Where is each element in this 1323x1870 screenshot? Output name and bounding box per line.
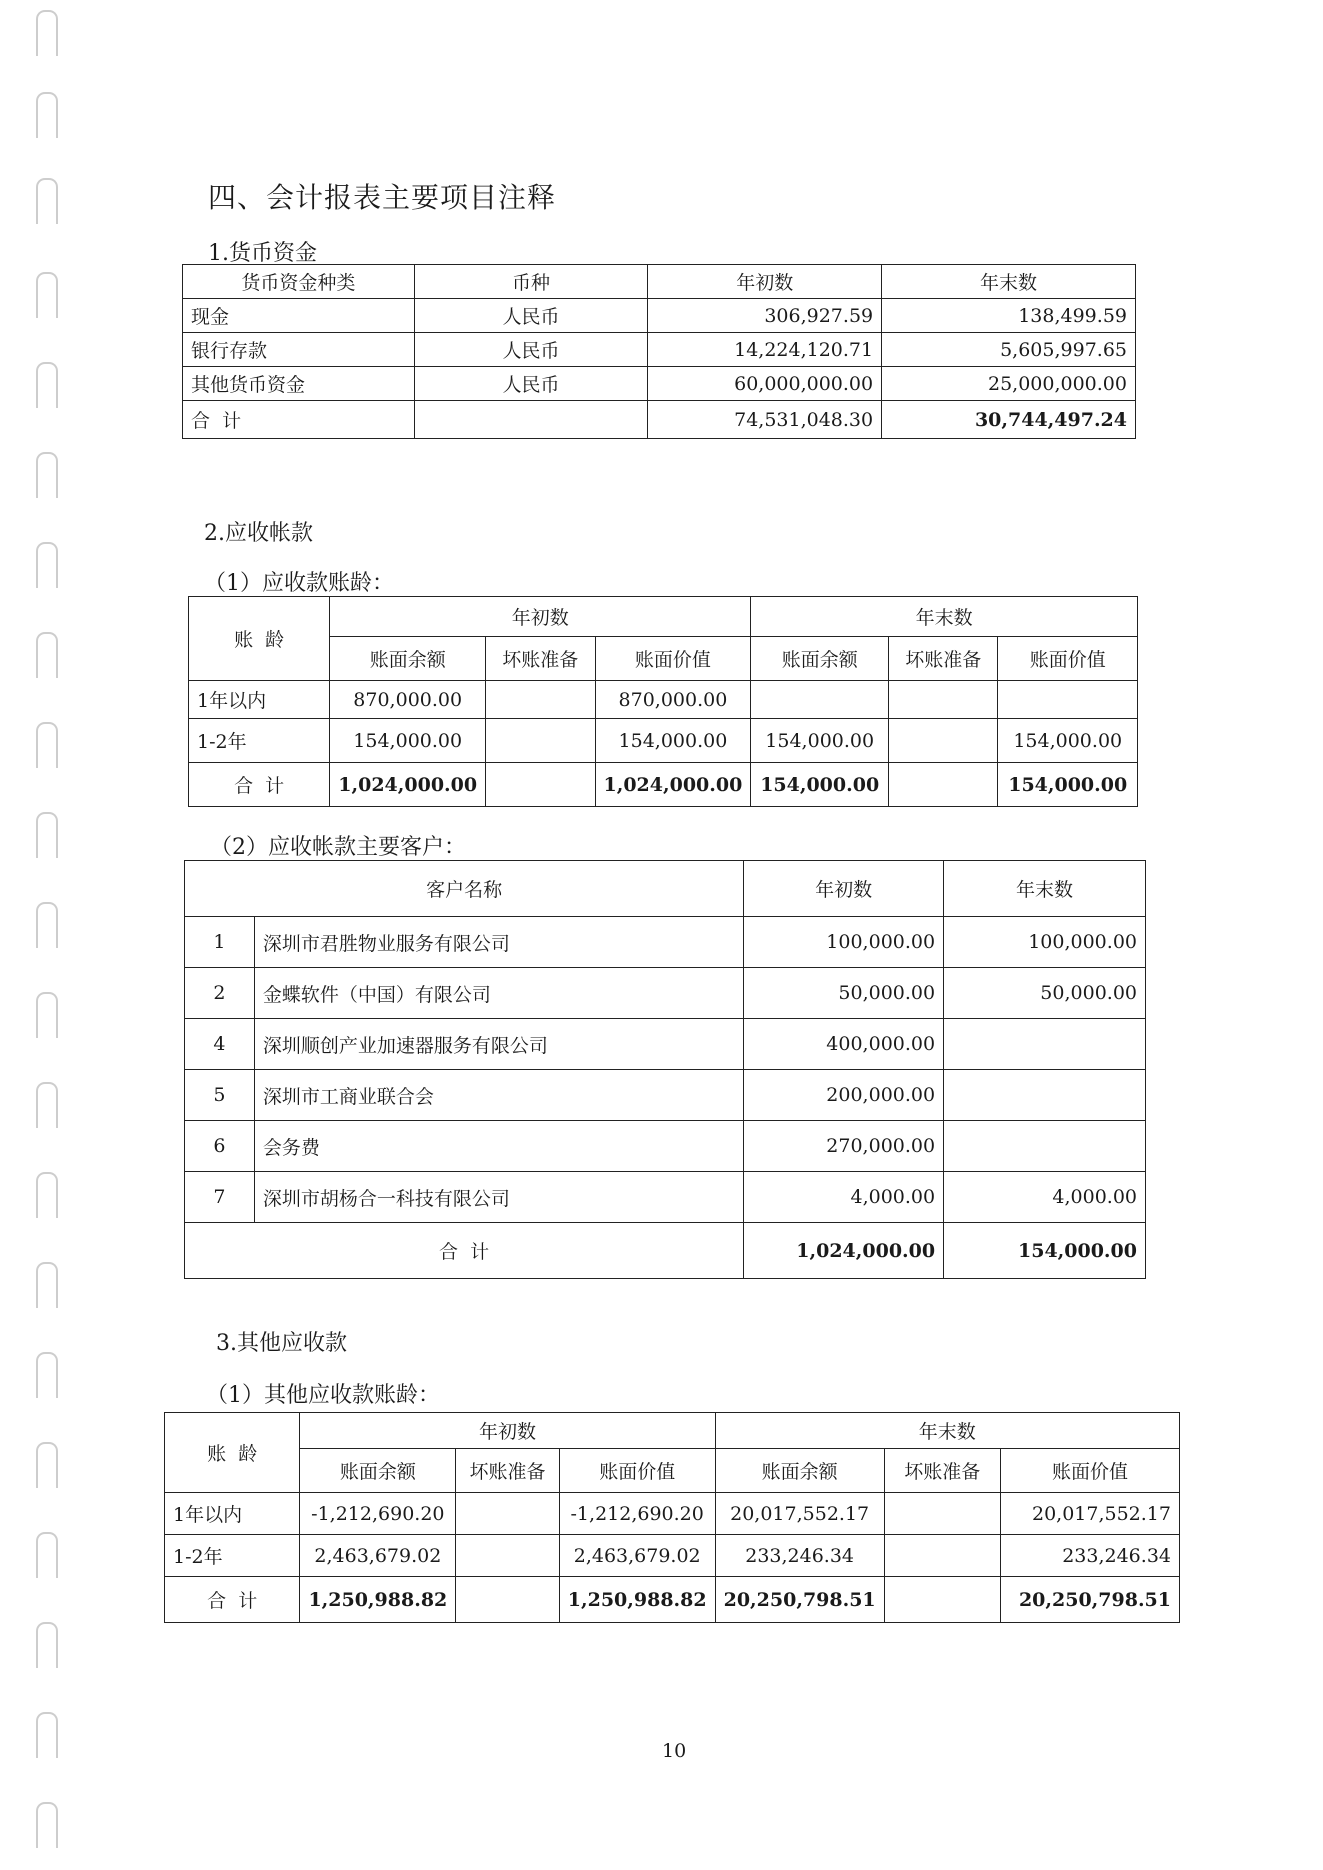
table-row <box>185 1070 1146 1121</box>
aging-header: 账 龄 <box>189 597 330 681</box>
cell: 200,000.00 <box>744 1070 944 1121</box>
group-header-start: 年初数 <box>330 597 751 637</box>
cell: 20,250,798.51 <box>1000 1577 1179 1623</box>
cell: 1,024,000.00 <box>744 1223 944 1279</box>
header-cell: 坏账准备 <box>884 1449 1000 1493</box>
cell: 合 计 <box>165 1577 300 1623</box>
cell: 154,000.00 <box>751 763 889 807</box>
group-header-end: 年末数 <box>751 597 1138 637</box>
cell: 154,000.00 <box>330 719 486 763</box>
header-cell: 账面余额 <box>751 637 889 681</box>
cell: 6 <box>185 1121 255 1172</box>
page-number: 10 <box>662 1740 687 1762</box>
cell: 4,000.00 <box>744 1172 944 1223</box>
cell: 深圳市胡杨合一科技有限公司 <box>254 1172 743 1223</box>
cell: 270,000.00 <box>744 1121 944 1172</box>
section2-title: 2.应收帐款 <box>204 521 313 546</box>
cell: 74,531,048.30 <box>648 401 882 439</box>
cell: 1年以内 <box>189 681 330 719</box>
table-row <box>189 719 1138 763</box>
cell: 深圳市工商业联合会 <box>254 1070 743 1121</box>
cell: 154,000.00 <box>595 719 751 763</box>
cell: 2,463,679.02 <box>559 1535 715 1577</box>
group-header-end: 年末数 <box>715 1413 1179 1449</box>
table-row <box>189 681 1138 719</box>
section2-sub1: （1）应收款账龄： <box>204 571 394 596</box>
page-heading: 四、会计报表主要项目注释 <box>208 181 557 214</box>
table-header-row <box>189 597 1138 637</box>
cell: 154,000.00 <box>998 719 1138 763</box>
table-row <box>165 1493 1180 1535</box>
table-row <box>185 968 1146 1019</box>
cell: 现金 <box>183 299 415 333</box>
cell: 138,499.59 <box>882 299 1136 333</box>
cell <box>456 1577 560 1623</box>
cell: 400,000.00 <box>744 1019 944 1070</box>
header-cell: 年末数 <box>944 861 1146 917</box>
cell: -1,212,690.20 <box>300 1493 456 1535</box>
cell <box>486 763 595 807</box>
cell: 2,463,679.02 <box>300 1535 456 1577</box>
header-cell: 账面价值 <box>998 637 1138 681</box>
cell: 1,250,988.82 <box>559 1577 715 1623</box>
cell <box>751 681 889 719</box>
cell: 870,000.00 <box>330 681 486 719</box>
section3-sub1: （1）其他应收款账龄： <box>206 1383 440 1408</box>
cell: 154,000.00 <box>944 1223 1146 1279</box>
cell: 1年以内 <box>165 1493 300 1535</box>
cell <box>944 1121 1146 1172</box>
cell: 154,000.00 <box>751 719 889 763</box>
group-header-start: 年初数 <box>300 1413 715 1449</box>
cell <box>884 1493 1000 1535</box>
cell: 1,024,000.00 <box>330 763 486 807</box>
section3-title: 3.其他应收款 <box>216 1331 347 1356</box>
cell: 1,250,988.82 <box>300 1577 456 1623</box>
total-row <box>185 1223 1146 1279</box>
cell <box>998 681 1138 719</box>
table-row <box>183 333 1136 367</box>
cell: 1-2年 <box>165 1535 300 1577</box>
cell: 其他货币资金 <box>183 367 415 401</box>
header-cell: 账面价值 <box>1000 1449 1179 1493</box>
total-row <box>189 763 1138 807</box>
header-cell: 账面余额 <box>330 637 486 681</box>
cell: 30,744,497.24 <box>882 401 1136 439</box>
cell: 7 <box>185 1172 255 1223</box>
table-header-row <box>165 1449 1180 1493</box>
cell <box>889 763 998 807</box>
total-row <box>165 1577 1180 1623</box>
cell: 人民币 <box>414 333 648 367</box>
total-row <box>183 401 1136 439</box>
cell: 5 <box>185 1070 255 1121</box>
cell: 会务费 <box>254 1121 743 1172</box>
cash-table <box>182 264 1136 439</box>
cell: 深圳市君胜物业服务有限公司 <box>254 917 743 968</box>
header-cell: 账面价值 <box>595 637 751 681</box>
cell: 人民币 <box>414 367 648 401</box>
header-cell: 币种 <box>414 265 648 299</box>
aging-header: 账 龄 <box>165 1413 300 1493</box>
table-row <box>185 1019 1146 1070</box>
cell: 233,246.34 <box>1000 1535 1179 1577</box>
cell: 金蝶软件（中国）有限公司 <box>254 968 743 1019</box>
cell <box>486 681 595 719</box>
table-row <box>165 1535 1180 1577</box>
table-header-row <box>189 637 1138 681</box>
cell <box>414 401 648 439</box>
table-row <box>183 367 1136 401</box>
cell: 合 计 <box>189 763 330 807</box>
cell <box>884 1535 1000 1577</box>
cell: 人民币 <box>414 299 648 333</box>
table-header-row <box>165 1413 1180 1449</box>
header-cell: 年初数 <box>744 861 944 917</box>
table-row <box>185 1172 1146 1223</box>
header-cell: 坏账准备 <box>486 637 595 681</box>
header-cell: 货币资金种类 <box>183 265 415 299</box>
cell: 银行存款 <box>183 333 415 367</box>
cell <box>889 681 998 719</box>
cell: 20,017,552.17 <box>715 1493 884 1535</box>
other-receivable-aging-table <box>164 1412 1180 1623</box>
cell: 50,000.00 <box>944 968 1146 1019</box>
cell <box>889 719 998 763</box>
cell: 50,000.00 <box>744 968 944 1019</box>
header-cell: 年末数 <box>882 265 1136 299</box>
cell: 154,000.00 <box>998 763 1138 807</box>
cell: 870,000.00 <box>595 681 751 719</box>
receivable-aging-table <box>188 596 1138 807</box>
table-row <box>185 917 1146 968</box>
cell: 1 <box>185 917 255 968</box>
cell: 1-2年 <box>189 719 330 763</box>
cell: 233,246.34 <box>715 1535 884 1577</box>
cell: 14,224,120.71 <box>648 333 882 367</box>
cell: 25,000,000.00 <box>882 367 1136 401</box>
table-row <box>185 1121 1146 1172</box>
cell: 深圳顺创产业加速器服务有限公司 <box>254 1019 743 1070</box>
table-header-row <box>185 861 1146 917</box>
header-cell: 坏账准备 <box>456 1449 560 1493</box>
cell: 60,000,000.00 <box>648 367 882 401</box>
cell: 20,250,798.51 <box>715 1577 884 1623</box>
cell: 306,927.59 <box>648 299 882 333</box>
cell <box>456 1535 560 1577</box>
header-cell: 账面价值 <box>559 1449 715 1493</box>
cell: 4 <box>185 1019 255 1070</box>
header-cell: 年初数 <box>648 265 882 299</box>
header-cell: 账面余额 <box>300 1449 456 1493</box>
cell: 4,000.00 <box>944 1172 1146 1223</box>
cell <box>944 1019 1146 1070</box>
cell: 20,017,552.17 <box>1000 1493 1179 1535</box>
cell: 合 计 <box>183 401 415 439</box>
cell <box>884 1577 1000 1623</box>
cell <box>944 1070 1146 1121</box>
table-header-row <box>183 265 1136 299</box>
cell: 合 计 <box>185 1223 744 1279</box>
cell: 2 <box>185 968 255 1019</box>
section1-title: 1.货币资金 <box>208 241 317 266</box>
header-cell: 账面余额 <box>715 1449 884 1493</box>
section2-sub2: （2）应收帐款主要客户： <box>210 835 466 860</box>
cell: 100,000.00 <box>744 917 944 968</box>
receivable-customers-table <box>184 860 1146 1279</box>
cell: 1,024,000.00 <box>595 763 751 807</box>
header-cell: 客户名称 <box>185 861 744 917</box>
cell: 100,000.00 <box>944 917 1146 968</box>
table-row <box>183 299 1136 333</box>
cell <box>486 719 595 763</box>
header-cell: 坏账准备 <box>889 637 998 681</box>
cell <box>456 1493 560 1535</box>
cell: -1,212,690.20 <box>559 1493 715 1535</box>
cell: 5,605,997.65 <box>882 333 1136 367</box>
